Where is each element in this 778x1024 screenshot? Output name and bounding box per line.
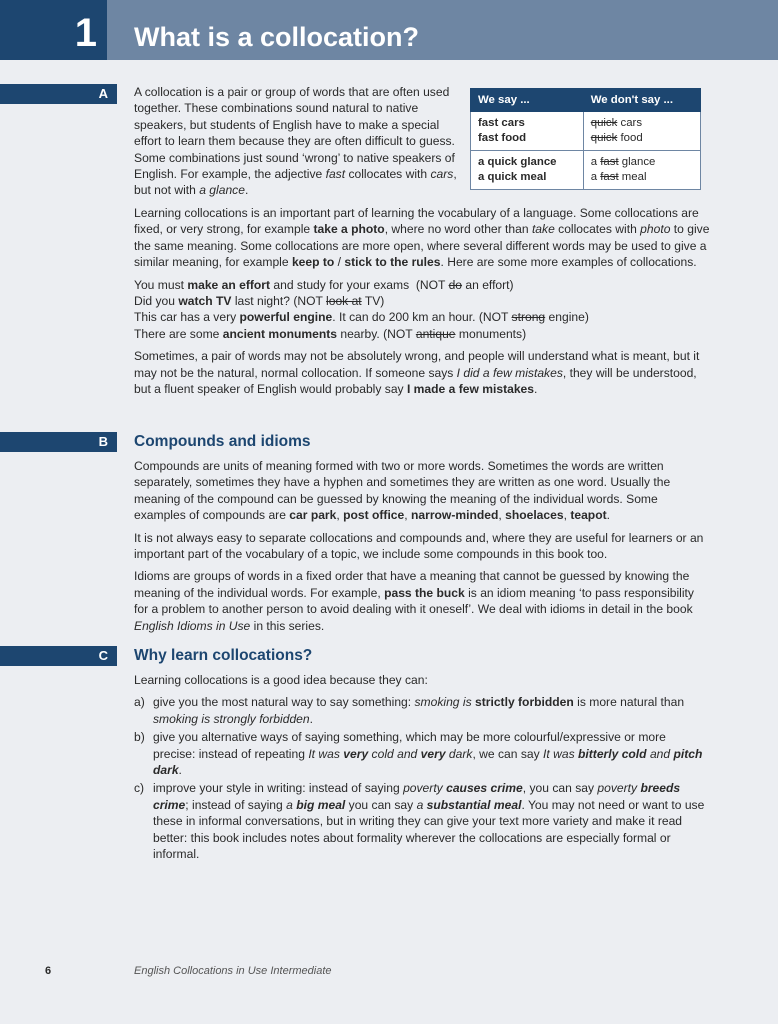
section-c-heading: Why learn collocations? (134, 647, 313, 664)
unit-number: 1 (0, 0, 107, 60)
section-b-heading: Compounds and idioms (134, 433, 311, 450)
table-row (471, 151, 701, 190)
table-header-say: We say ... (471, 89, 584, 112)
table-cell: fast cars (478, 117, 525, 129)
page-number: 6 (45, 965, 52, 977)
section-a-marker: A (0, 84, 117, 104)
section-a-body: Learning collocations is an important part of learning the vocabulary of a language. Some collocations are fixed, or very strong, for example take a photo, where no word other than take collocates with photo to give the same meaning. Some collocations are more open, where several different words may be used to give a similar meaning, for example keep to / stick to the rules. Here are some more examples of collocations. You must make an effort and study for your exams (NOT do an effort) Did you watch TV last night? (NOT look at TV) This car has a very powerful engine. It can do 200 km an hour. (NOT strong engine) There are some ancient monuments nearby. (NOT antique monuments) Sometimes, a pair of words may not be absolutely wrong, and people will understand what is meant, but it may not be the natural, normal collocation. If someone says I did a few mistakes, they will be understood, but a fluent speaker of English would probably say I made a few mistakes. (134, 206, 710, 397)
unit-header (0, 0, 778, 60)
table-cell: quick (590, 117, 618, 129)
unit-title: What is a collocation? (134, 22, 420, 52)
book-title: English Collocations in Use Intermediate (134, 965, 332, 977)
collocation-table (470, 88, 701, 190)
table-cell: fast (600, 171, 619, 183)
table-cell: a (590, 156, 598, 168)
list-item: b) give you alternative ways of saying something, which may be more colourful/expressive or more precise: instead of repeating It was very cold and very dark, we can say It was bitterly cold and pitch dark. (134, 730, 703, 778)
table-cell: fast food (478, 132, 527, 144)
table-cell: cars (620, 117, 643, 129)
section-b-marker: B (0, 432, 117, 452)
list-item: a) give you the most natural way to say something: smoking is strictly forbidden is more natural than smoking is strongly forbidden. (134, 695, 685, 726)
table-cell: food (620, 132, 643, 144)
table-cell: glance (621, 156, 656, 168)
section-c-body: Why learn collocations? Learning collocations is a good idea because they can: a) give you the most natural way to say something: smoking is strictly forbidden is more natural than smoking is strongly forbidden. b) give you alternative ways of saying something, which may be more colourful/expressive or more precise: instead of repeating It was very cold and very dark, we can say It was bitterly cold and pitch dark. c) improve your style in writing: instead of saying poverty causes crime, you can say poverty breeds crime; instead of saying a big meal you can say a substantial meal. You may not need or want to use these in informal conversations, but in writing they can give your text more variety and make it read better: this book includes notes about formality wherever the collocations are especially formal or informal. (134, 646, 711, 864)
reasons-list (134, 694, 711, 862)
section-a-intro: A collocation is a pair or group of words that are often used together. These combinations sound natural to native speakers, but students of English have to make a special effort to learn them because they are often difficult to guess. Some combinations just sound ‘wrong’ to native speakers of English. For example, the adjective fast collocates with cars, but not with a glance. (134, 85, 457, 198)
table-cell: a quick glance (478, 156, 557, 168)
list-item: c) improve your style in writing: instead of saying poverty causes crime, you can say poverty breeds crime; instead of saying a big meal you can say a substantial meal. You may not need or want to use these in informal conversations, but in writing they can give your text more variety and make it read better: this book includes notes about formality wherever the collocations are especially formal or informal. (134, 781, 705, 862)
table-cell: quick (590, 132, 618, 144)
section-b-body: Compounds and idioms Compounds are units of meaning formed with two or more words. Sometimes the words are written separately, sometimes they have a hyphen and sometimes they are written as one word. Usually the meaning of the compound can be guessed by knowing the meaning of the individual words. Some examples of compounds are car park, post office, narrow-minded, shoelaces, teapot. It is not always easy to separate collocations and compounds and, where they are useful for learners or an important part of the vocabulary of a topic, we include some compounds in this book too. Idioms are groups of words in a fixed order that have a meaning that cannot be guessed by knowing the meaning of the individual words. For example, pass the buck is an idiom meaning ‘to pass responsibility for a problem to another person to avoid dealing with it oneself’. We deal with idioms in detail in the book English Idioms in Use in this series. (134, 432, 711, 640)
table-cell: a (590, 171, 598, 183)
table-cell: a quick meal (478, 171, 547, 183)
table-row (471, 112, 701, 151)
table-cell: meal (621, 171, 647, 183)
table-cell: fast (600, 156, 619, 168)
section-c-marker: C (0, 646, 117, 666)
table-header-dont-say: We don't say ... (583, 89, 700, 112)
